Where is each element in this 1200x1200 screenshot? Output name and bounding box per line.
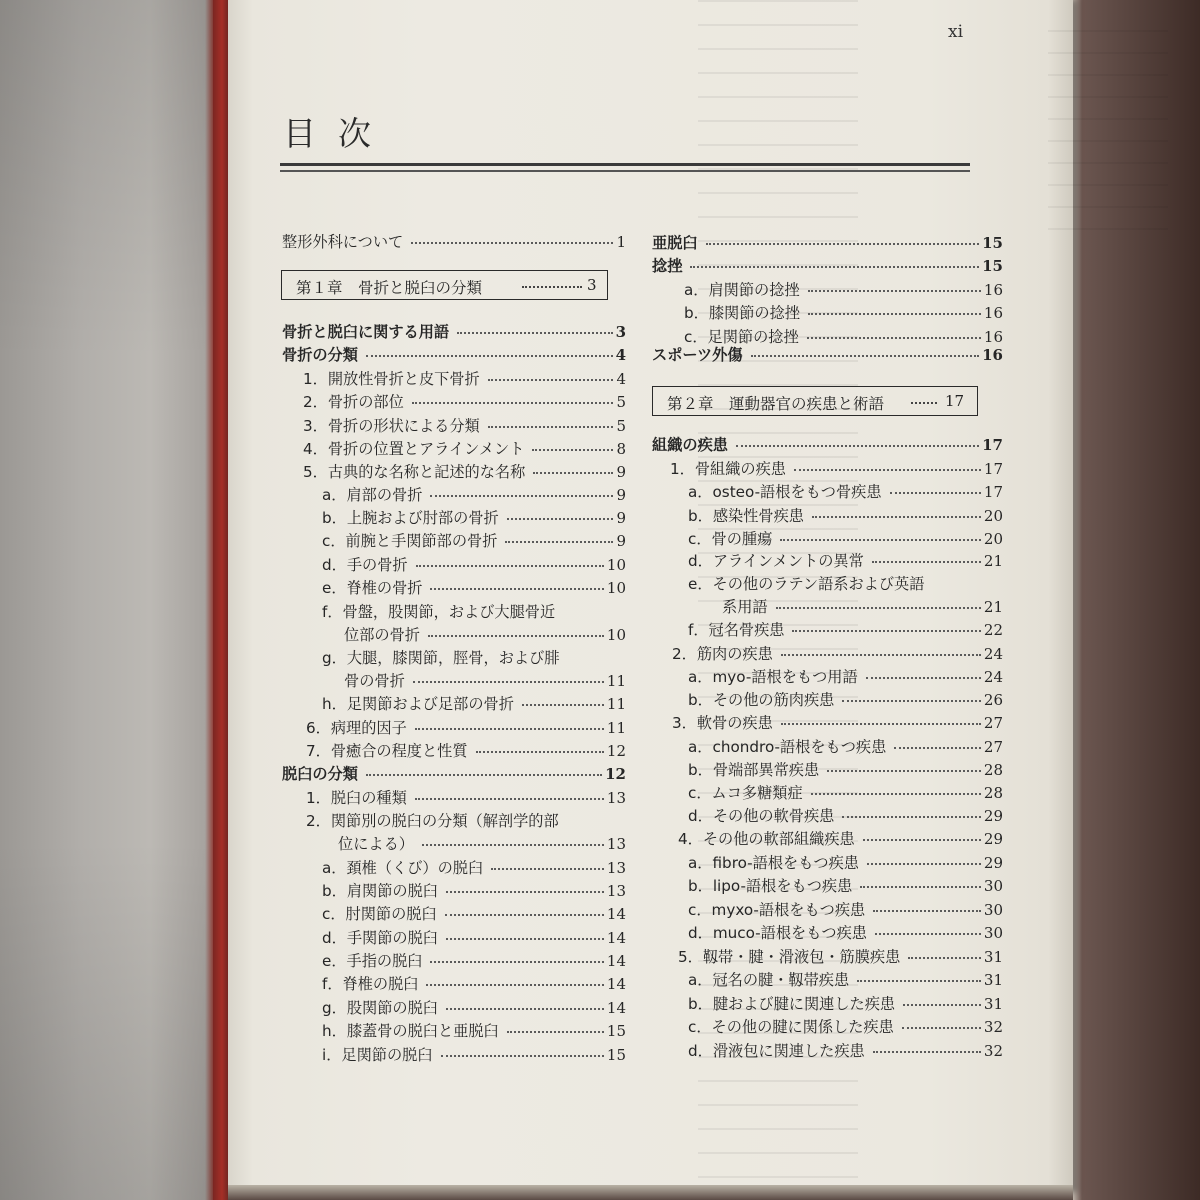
- page-title: 目次: [283, 114, 393, 153]
- toc-right-entry-leader: [736, 445, 979, 447]
- toc-left-entry-text: 4．骨折の位置とアラインメント: [303, 440, 525, 458]
- toc-left-entry-page: 11: [606, 695, 626, 713]
- toc-left-entry-text: 3．骨折の形状による分類: [303, 417, 480, 435]
- toc-left-entry-leader: [446, 1008, 604, 1010]
- toc-right-entry-text: 系用語: [722, 598, 768, 616]
- toc-right-entry: [678, 830, 1003, 848]
- toc-left-entry-leader: [415, 728, 604, 730]
- toc-right-entry-text: c．myxo-語根をもつ疾患: [688, 901, 866, 919]
- toc-left-entry-text: 整形外科について: [282, 233, 404, 251]
- toc-right-entry-text: b．その他の筋肉疾患: [688, 691, 835, 709]
- toc-left-entry-text: 骨折と脱臼に関する用語: [282, 323, 450, 341]
- toc-right-entry: [688, 761, 1003, 779]
- toc-right-entry: [688, 784, 1003, 802]
- toc-right-entry-page: 16: [983, 304, 1003, 322]
- toc-right-entry: [688, 507, 1003, 525]
- toc-left-entry-page: 13: [606, 859, 626, 877]
- toc-left-entry-text: 1．脱臼の種類: [306, 789, 407, 807]
- toc-left-entry-text: g．大腿，膝関節，脛骨，および腓: [322, 649, 560, 667]
- toc-right-entry-page: 17: [983, 483, 1003, 501]
- toc-right-entry-text: c．ムコ多糖類症: [688, 784, 803, 802]
- toc-left-entry-page: 14: [606, 952, 626, 970]
- toc-left-entry-leader: [413, 681, 604, 683]
- toc-left-entry-page: 10: [606, 626, 626, 644]
- toc-right-entry: [688, 621, 1003, 639]
- toc-left-entry-text: h．膝蓋骨の脱臼と亜脱臼: [322, 1022, 499, 1040]
- toc-left-entry: [322, 882, 626, 900]
- toc-left-entry-page: 9: [616, 509, 626, 527]
- toc-right-entry-leader: [811, 793, 981, 795]
- toc-left-entry: [306, 812, 559, 830]
- toc-right-entry-text: b．感染性骨疾患: [688, 507, 804, 525]
- toc-left-entry-text: b．肩関節の脱臼: [322, 882, 438, 900]
- toc-left-entry: [322, 649, 559, 667]
- toc-right-entry-text: 4．その他の軟部組織疾患: [678, 830, 855, 848]
- toc-right-entry-page: 24: [983, 645, 1003, 663]
- toc-left-entry-page: 14: [606, 999, 626, 1017]
- toc-right-entry-leader: [857, 980, 981, 982]
- toc-left-entry-text: 骨折の分類: [282, 346, 358, 364]
- toc-left-entry-leader: [430, 961, 603, 963]
- toc-right-entry-page: 15: [982, 234, 1003, 252]
- toc-left-entry-page: 9: [616, 532, 626, 550]
- toc-left-entry-leader: [532, 449, 613, 451]
- toc-right-entry-text: a．myo-語根をもつ用語: [688, 668, 858, 686]
- toc-right-entry-leader: [903, 1004, 981, 1006]
- toc-right-entry-page: 22: [983, 621, 1003, 639]
- chapter-2-box: [652, 386, 978, 416]
- toc-right-entry: [670, 460, 1003, 478]
- toc-left-entry-text: b．上腕および肘部の骨折: [322, 509, 499, 527]
- toc-right-entry-page: 31: [983, 971, 1003, 989]
- toc-left-entry-leader: [412, 402, 614, 404]
- toc-right-entry: [688, 924, 1003, 942]
- chapter-1-label: 第１章 骨折と脱臼の分類: [296, 279, 483, 297]
- toc-left-entry-leader: [507, 518, 614, 520]
- toc-right-entry: [688, 1042, 1003, 1060]
- toc-right-entry-page: 31: [983, 995, 1003, 1013]
- toc-right-entry: [722, 598, 1003, 616]
- toc-right-entry-page: 27: [983, 738, 1003, 756]
- toc-left-entry-page: 15: [606, 1022, 626, 1040]
- toc-left-entry-leader: [416, 565, 604, 567]
- toc-right-entry-leader: [873, 1051, 981, 1053]
- toc-right-entry-leader: [751, 355, 980, 357]
- toc-left-entry-text: f．脊椎の脱臼: [322, 975, 419, 993]
- toc-right-entry-leader: [872, 561, 981, 563]
- toc-right-entry-page: 29: [983, 830, 1003, 848]
- toc-left-entry: [322, 556, 626, 574]
- toc-right-entry-text: f．冠名骨疾患: [688, 621, 785, 639]
- toc-left-entry-page: 14: [606, 975, 626, 993]
- toc-right-entry-leader: [794, 469, 981, 471]
- toc-right-entry: [688, 995, 1003, 1013]
- toc-right-entry: [688, 877, 1003, 895]
- toc-right-entry-text: b．骨端部異常疾患: [688, 761, 820, 779]
- toc-right-entry-text: b．腱および腱に関連した疾患: [688, 995, 896, 1013]
- title-rule-bottom: [280, 170, 970, 172]
- toc-right-entry-leader: [860, 886, 981, 888]
- toc-left-entry-leader: [488, 379, 614, 381]
- toc-left-entry: [306, 719, 626, 737]
- toc-left-entry-leader: [446, 938, 604, 940]
- toc-right-entry-leader: [867, 863, 981, 865]
- toc-right-entry-text: 捻挫: [652, 257, 683, 275]
- toc-left-entry: [322, 929, 626, 947]
- toc-left-entry-page: 8: [616, 440, 626, 458]
- toc-right-entry-page: 17: [983, 460, 1003, 478]
- toc-right-entry-leader: [812, 516, 981, 518]
- toc-right-entry-text: a．fibro-語根をもつ疾患: [688, 854, 859, 872]
- toc-left-entry: [303, 440, 626, 458]
- toc-right-entry-leader: [808, 313, 981, 315]
- toc-left-entry: [282, 765, 626, 783]
- chapter-2-label: 第２章 運動器官の疾患と術語: [667, 395, 885, 413]
- toc-left-entry-text: 6．病理的因子: [306, 719, 407, 737]
- toc-left-entry-page: 10: [606, 579, 626, 597]
- toc-left-entry-leader: [445, 914, 604, 916]
- toc-left-entry-leader: [422, 844, 604, 846]
- toc-right-entry: [672, 714, 1003, 732]
- chapter-1-page: 3: [587, 276, 597, 294]
- toc-right-entry-page: 16: [983, 328, 1003, 346]
- toc-right-entry-text: a．chondro-語根をもつ疾患: [688, 738, 887, 756]
- toc-right-entry: [688, 901, 1003, 919]
- toc-right-entry-page: 16: [982, 346, 1003, 364]
- toc-right-entry-leader: [863, 839, 981, 841]
- toc-left-entry: [322, 695, 626, 713]
- toc-left-entry-page: 12: [605, 765, 626, 783]
- toc-left-entry-leader: [505, 541, 613, 543]
- toc-left-entry: [344, 672, 626, 690]
- toc-right-entry-page: 15: [982, 257, 1003, 275]
- toc-left-entry-text: e．手指の脱臼: [322, 952, 423, 970]
- toc-left-entry-page: 9: [616, 463, 626, 481]
- toc-right-entry-page: 31: [983, 948, 1003, 966]
- toc-left-entry: [322, 905, 626, 923]
- toc-left-entry: [282, 323, 626, 341]
- toc-right-entry-page: 28: [983, 784, 1003, 802]
- toc-right-entry-page: 17: [982, 436, 1003, 454]
- toc-right-entry: [652, 346, 1003, 364]
- toc-right-entry-text: 5．靱帯・腱・滑液包・筋膜疾患: [678, 948, 901, 966]
- toc-right-entry-leader: [873, 910, 981, 912]
- toc-right-entry-page: 21: [983, 552, 1003, 570]
- toc-left-entry: [322, 859, 626, 877]
- toc-left-entry-leader: [488, 426, 614, 428]
- toc-right-entry-text: e．その他のラテン語系および英語: [688, 575, 925, 593]
- toc-right-entry-page: 29: [983, 807, 1003, 825]
- toc-right-entry-text: d．その他の軟骨疾患: [688, 807, 835, 825]
- toc-left-entry-leader: [507, 1031, 604, 1033]
- toc-right-entry-text: a．osteo-語根をもつ骨疾患: [688, 483, 882, 501]
- toc-right-entry: [652, 234, 1003, 252]
- toc-right-entry: [688, 668, 1003, 686]
- toc-right-entry-leader: [842, 700, 981, 702]
- toc-right-entry-text: c．その他の腱に関係した疾患: [688, 1018, 894, 1036]
- toc-left-entry-leader: [430, 588, 603, 590]
- toc-left-entry-page: 10: [606, 556, 626, 574]
- toc-right-entry: [678, 948, 1003, 966]
- toc-right-entry-page: 32: [983, 1042, 1003, 1060]
- toc-left-entry: [322, 532, 626, 550]
- toc-right-entry-leader: [776, 607, 981, 609]
- left-page: [0, 0, 215, 1200]
- toc-right-entry-leader: [902, 1027, 981, 1029]
- toc-left-entry-leader: [446, 891, 604, 893]
- toc-left-entry-text: 1．開放性骨折と皮下骨折: [303, 370, 480, 388]
- toc-right-entry-text: スポーツ外傷: [652, 346, 743, 364]
- toc-left-entry-page: 13: [606, 882, 626, 900]
- toc-left-entry-text: d．手関節の脱臼: [322, 929, 438, 947]
- toc-right-entry-leader: [781, 723, 981, 725]
- toc-left-entry-text: f．骨盤，股関節，および大腿骨近: [322, 603, 556, 621]
- toc-left-entry-text: d．手の骨折: [322, 556, 408, 574]
- toc-right-entry-leader: [808, 290, 981, 292]
- toc-right-entry: [688, 738, 1003, 756]
- toc-right-entry: [688, 971, 1003, 989]
- toc-right-entry-text: d．滑液包に関連した疾患: [688, 1042, 865, 1060]
- toc-right-entry-text: c．足関節の捻挫: [684, 328, 799, 346]
- toc-right-entry-text: 2．筋肉の疾患: [672, 645, 773, 663]
- toc-left-entry: [322, 603, 555, 621]
- toc-left-entry-text: 位による）: [338, 835, 414, 853]
- toc-left-entry: [306, 742, 626, 760]
- toc-left-entry-page: 11: [606, 719, 626, 737]
- toc-right-entry: [688, 854, 1003, 872]
- toc-left-entry-page: 11: [606, 672, 626, 690]
- toc-right-entry-leader: [894, 747, 981, 749]
- toc-right-entry-leader: [890, 492, 981, 494]
- toc-right-entry-leader: [908, 957, 981, 959]
- toc-left-entry: [344, 626, 626, 644]
- toc-right-entry: [684, 281, 1003, 299]
- toc-left-entry-text: c．肘関節の脱臼: [322, 905, 437, 923]
- toc-right-entry-leader: [827, 770, 981, 772]
- toc-right-entry-page: 24: [983, 668, 1003, 686]
- toc-right-entry-text: a．肩関節の捻挫: [684, 281, 800, 299]
- toc-left-entry-text: 脱臼の分類: [282, 765, 358, 783]
- toc-right-entry-page: 30: [983, 901, 1003, 919]
- toc-right-entry-leader: [866, 677, 981, 679]
- toc-right-entry-page: 30: [983, 877, 1003, 895]
- toc-left-entry-leader: [491, 868, 604, 870]
- toc-left-entry-leader: [430, 495, 613, 497]
- toc-right-entry-leader: [690, 266, 979, 268]
- toc-right-entry: [652, 257, 1003, 275]
- toc-left-entry: [306, 789, 626, 807]
- toc-left-entry: [322, 975, 626, 993]
- chapter-1-box: [281, 270, 608, 300]
- toc-left-entry-leader: [522, 704, 604, 706]
- toc-right-entry-leader: [792, 630, 980, 632]
- toc-left-entry: [303, 393, 626, 411]
- toc-left-entry-text: g．股関節の脱臼: [322, 999, 438, 1017]
- toc-left-entry-text: i．足関節の脱臼: [322, 1046, 433, 1064]
- toc-left-entry-page: 1: [616, 233, 626, 251]
- toc-right-entry-page: 16: [983, 281, 1003, 299]
- toc-left-entry: [338, 835, 626, 853]
- toc-right-entry-page: 30: [983, 924, 1003, 942]
- toc-right-entry: [688, 691, 1003, 709]
- toc-right-entry: [672, 645, 1003, 663]
- toc-right-entry: [688, 483, 1003, 501]
- toc-right-entry-text: 亜脱臼: [652, 234, 698, 252]
- toc-left-entry-page: 15: [606, 1046, 626, 1064]
- toc-left-entry-text: 位部の骨折: [344, 626, 420, 644]
- toc-left-entry-leader: [366, 355, 613, 357]
- toc-left-entry-page: 13: [606, 835, 626, 853]
- toc-left-entry-page: 5: [616, 417, 626, 435]
- toc-right-entry: [688, 807, 1003, 825]
- toc-left-entry-leader: [428, 635, 604, 637]
- toc-right-entry: [652, 436, 1003, 454]
- toc-left-entry-text: e．脊椎の骨折: [322, 579, 423, 597]
- toc-right-entry: [684, 328, 1003, 346]
- toc-right-entry-page: 26: [983, 691, 1003, 709]
- toc-left-entry: [282, 346, 626, 364]
- toc-left-entry-text: c．前腕と手関節部の骨折: [322, 532, 498, 550]
- toc-left-entry-leader: [426, 984, 603, 986]
- toc-left-entry-page: 4: [615, 346, 626, 364]
- toc-left-entry: [282, 233, 626, 251]
- toc-right-entry-text: c．骨の腫瘍: [688, 530, 773, 548]
- toc-right-entry: [688, 575, 924, 593]
- toc-right-entry-text: 3．軟骨の疾患: [672, 714, 773, 732]
- toc-left-entry: [322, 952, 626, 970]
- toc-right-entry-text: b．lipo-語根をもつ疾患: [688, 877, 853, 895]
- toc-left-entry-text: 5．古典的な名称と記述的な名称: [303, 463, 526, 481]
- toc-left-entry-leader: [476, 751, 604, 753]
- toc-left-entry-leader: [366, 774, 602, 776]
- toc-left-entry: [322, 1046, 626, 1064]
- toc-right-entry-page: 21: [983, 598, 1003, 616]
- toc-left-entry-text: a．頚椎（くび）の脱臼: [322, 859, 484, 877]
- toc-left-entry: [303, 463, 626, 481]
- toc-right-entry-text: d．muco-語根をもつ疾患: [688, 924, 867, 942]
- toc-left-entry: [322, 509, 626, 527]
- toc-left-entry: [303, 370, 626, 388]
- toc-left-entry-page: 14: [606, 929, 626, 947]
- toc-left-entry-leader: [441, 1055, 604, 1057]
- toc-right-entry: [688, 530, 1003, 548]
- toc-left-entry-page: 4: [616, 370, 626, 388]
- chapter-2-page: 17: [945, 392, 965, 410]
- toc-left-entry-leader: [533, 472, 613, 474]
- toc-left-entry: [322, 486, 626, 504]
- toc-right-entry-page: 27: [983, 714, 1003, 732]
- toc-left-entry-page: 12: [606, 742, 626, 760]
- toc-right-entry-leader: [780, 539, 981, 541]
- toc-left-entry-text: 骨の骨折: [344, 672, 405, 690]
- toc-left-entry-page: 13: [606, 789, 626, 807]
- page-number: xi: [948, 22, 964, 42]
- toc-left-entry: [322, 999, 626, 1017]
- toc-left-entry-text: 2．骨折の部位: [303, 393, 404, 411]
- toc-right-entry-text: b．膝関節の捻挫: [684, 304, 800, 322]
- toc-left-entry-text: a．肩部の骨折: [322, 486, 423, 504]
- toc-right-entry-text: a．冠名の腱・靱帯疾患: [688, 971, 850, 989]
- toc-right-entry: [688, 1018, 1003, 1036]
- toc-right-entry-text: 組織の疾患: [652, 436, 728, 454]
- toc-left-entry-page: 5: [616, 393, 626, 411]
- toc-right-entry-text: 1．骨組織の疾患: [670, 460, 786, 478]
- toc-left-entry-text: h．足関節および足部の骨折: [322, 695, 514, 713]
- toc-right-entry: [684, 304, 1003, 322]
- toc-left-entry: [322, 579, 626, 597]
- toc-left-entry-leader: [415, 798, 604, 800]
- toc-left-entry-page: 9: [616, 486, 626, 504]
- title-rule-top: [280, 163, 970, 166]
- toc-right-entry-page: 20: [983, 530, 1003, 548]
- toc-left-entry-text: 2．関節別の脱臼の分類（解剖学的部: [306, 812, 559, 830]
- toc-right-entry-leader: [842, 816, 981, 818]
- toc-left-entry-leader: [411, 242, 613, 244]
- toc-left-entry-page: 14: [606, 905, 626, 923]
- toc-right-entry-leader: [875, 933, 981, 935]
- toc-right-entry-leader: [807, 337, 981, 339]
- toc-right-entry-page: 20: [983, 507, 1003, 525]
- toc-left-entry-leader: [457, 332, 613, 334]
- toc-left-entry-text: 7．骨癒合の程度と性質: [306, 742, 468, 760]
- toc-right-entry-page: 29: [983, 854, 1003, 872]
- toc-right-entry-page: 28: [983, 761, 1003, 779]
- toc-right-entry-leader: [781, 654, 981, 656]
- toc-left-entry: [303, 417, 626, 435]
- toc-right-entry: [688, 552, 1003, 570]
- toc-right-entry-page: 32: [983, 1018, 1003, 1036]
- toc-left-entry: [322, 1022, 626, 1040]
- toc-right-entry-leader: [706, 243, 980, 245]
- toc-left-entry-page: 3: [615, 323, 626, 341]
- toc-right-entry-text: d．アラインメントの異常: [688, 552, 864, 570]
